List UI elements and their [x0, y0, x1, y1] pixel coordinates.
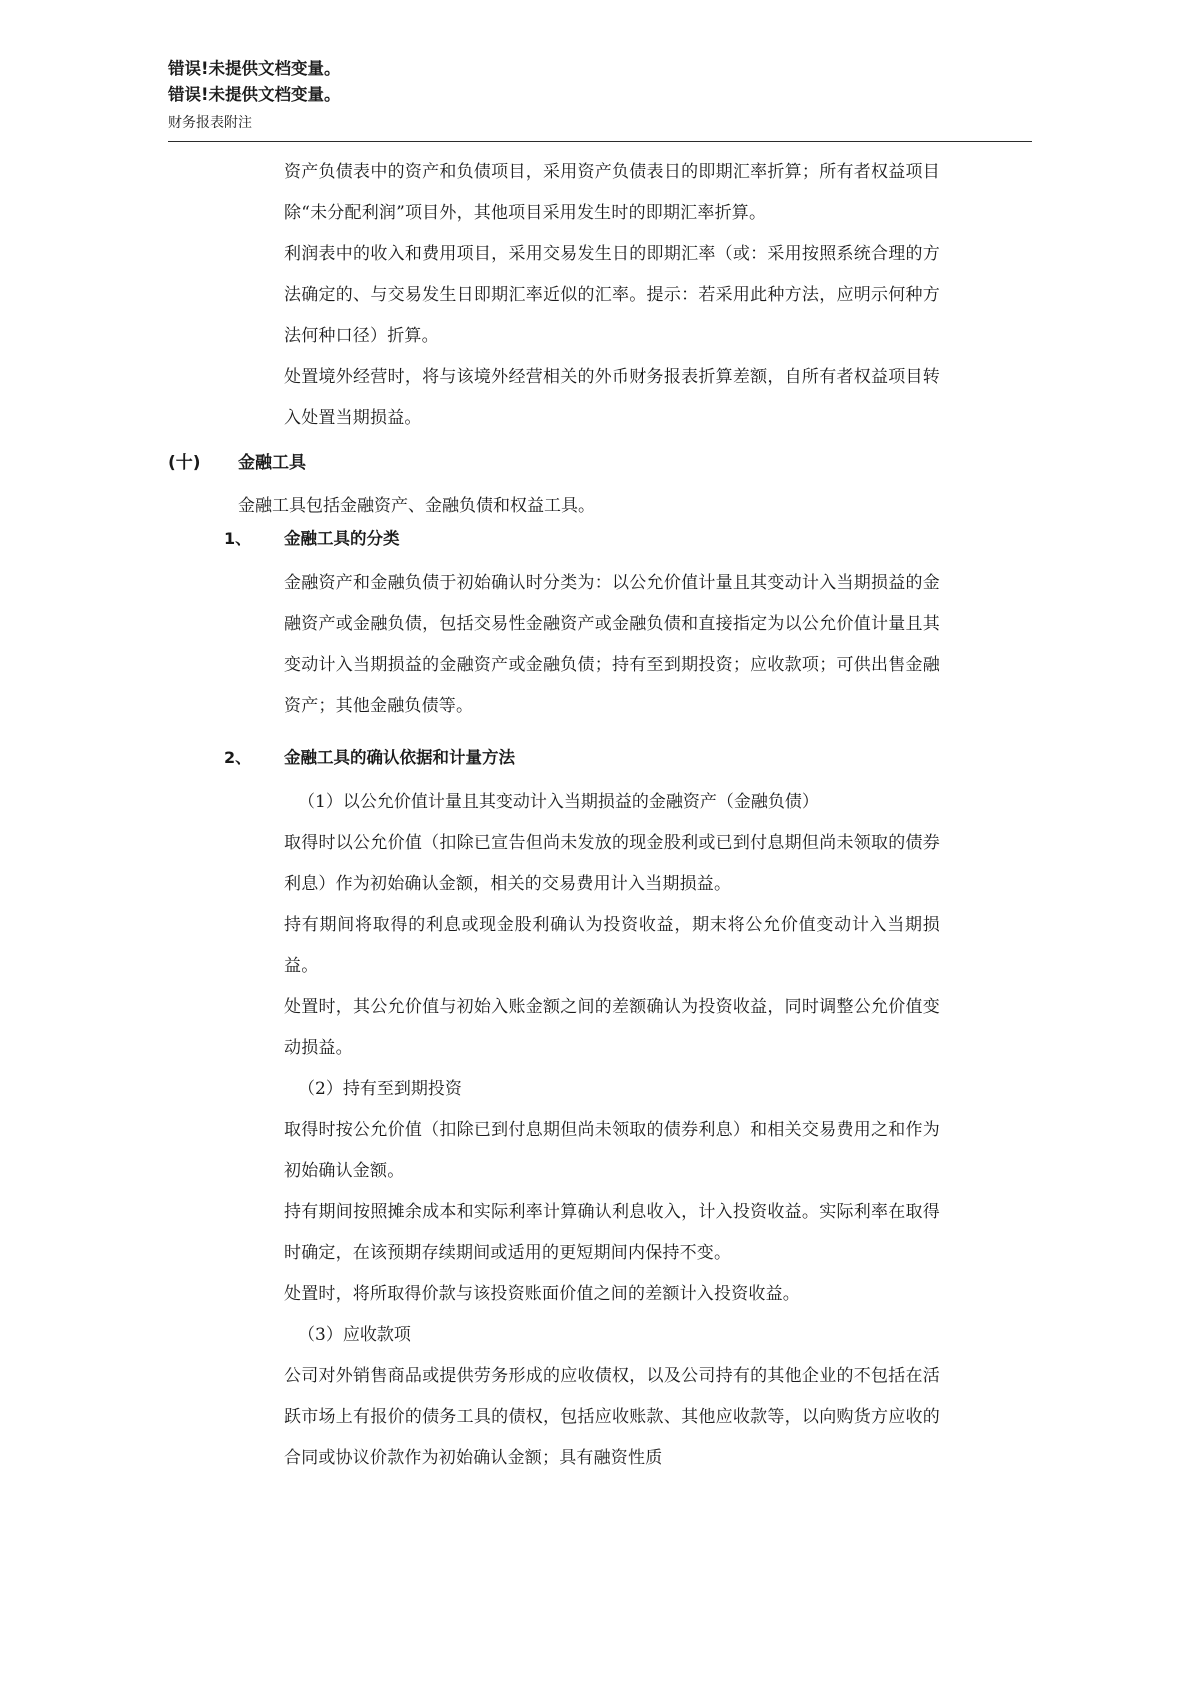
subsection-1-body: [284, 563, 940, 727]
paragraph: 处置时，将所取得价款与该投资账面价值之间的差额计入投资收益。: [284, 1284, 800, 1304]
header-error-line-1: 错误!未提供文档变量。: [168, 59, 341, 78]
paragraph: 持有期间按照摊余成本和实际利率计算确认利息收入，计入投资收益。实际利率在取得时确定，在该预期存续期间或适用的更短期间内保持不变。: [284, 1202, 940, 1263]
page-header: [168, 56, 968, 135]
paragraph: 公司对外销售商品或提供劳务形成的应收债权，以及公司持有的其他企业的不包括在活跃市场上有报价的债务工具的债权，包括应收账款、其他应收款等，以向购货方应收的合同或协议价款作为初始确认金额；具有融资性质: [284, 1366, 940, 1468]
header-divider: [168, 141, 1032, 142]
list-item: （2）持有至到期投资: [298, 1079, 462, 1099]
section-ten-number: (十): [168, 453, 201, 473]
paragraph: 取得时以公允价值（扣除已宣告但尚未发放的现金股利或已到付息期但尚未领取的债券利息）作为初始确认金额，相关的交易费用计入当期损益。: [284, 833, 940, 894]
subsection-2-number: 2、: [224, 748, 252, 767]
subsection-2-title: 金融工具的确认依据和计量方法: [284, 748, 515, 767]
list-item: （1）以公允价值计量且其变动计入当期损益的金融资产（金融负债）: [298, 792, 819, 812]
paragraph: 资产负债表中的资产和负债项目，采用资产负债表日的即期汇率折算；所有者权益项目除“未分配利润”项目外，其他项目采用发生时的即期汇率折算。: [284, 162, 940, 223]
paragraph: 金融资产和金融负债于初始确认时分类为：以公允价值计量且其变动计入当期损益的金融资产或金融负债，包括交易性金融资产或金融负债和直接指定为以公允价值计量且其变动计入当期损益的金融资产或金融负债；持有至到期投资；应收款项；可供出售金融资产；其他金融负债等。: [284, 573, 940, 716]
subsection-1-title: 金融工具的分类: [284, 529, 400, 548]
header-error-line-2: 错误!未提供文档变量。: [168, 85, 341, 104]
section-ten-lead: 金融工具包括金融资产、金融负债和权益工具。: [238, 496, 595, 516]
subsection-1: [168, 525, 948, 727]
subsection-2: [168, 744, 948, 1479]
section-ten-heading: [168, 448, 948, 473]
paragraph: 利润表中的收入和费用项目，采用交易发生日的即期汇率（或：采用按照系统合理的方法确定的、与交易发生日即期汇率近似的汇率。提示：若采用此种方法，应明示何种方法何种口径）折算。: [284, 244, 940, 346]
header-subtitle: 财务报表附注: [168, 115, 252, 131]
paragraph: 取得时按公允价值（扣除已到付息期但尚未领取的债券利息）和相关交易费用之和作为初始确认金额。: [284, 1120, 940, 1181]
subsection-2-heading: [168, 744, 948, 768]
subsection-1-number: 1、: [224, 529, 252, 548]
subsection-1-heading: [168, 525, 948, 549]
list-item: （3）应收款项: [298, 1325, 411, 1345]
subsection-2-body: [284, 782, 940, 1479]
intro-paragraphs: [284, 152, 940, 439]
section-ten-title: 金融工具: [238, 453, 306, 473]
section-ten: [168, 448, 948, 521]
paragraph: 处置境外经营时，将与该境外经营相关的外币财务报表折算差额，自所有者权益项目转入处置当期损益。: [284, 367, 940, 428]
paragraph: 处置时，其公允价值与初始入账金额之间的差额确认为投资收益，同时调整公允价值变动损益。: [284, 997, 940, 1058]
paragraph: 持有期间将取得的利息或现金股利确认为投资收益，期末将公允价值变动计入当期损益。: [284, 915, 940, 976]
